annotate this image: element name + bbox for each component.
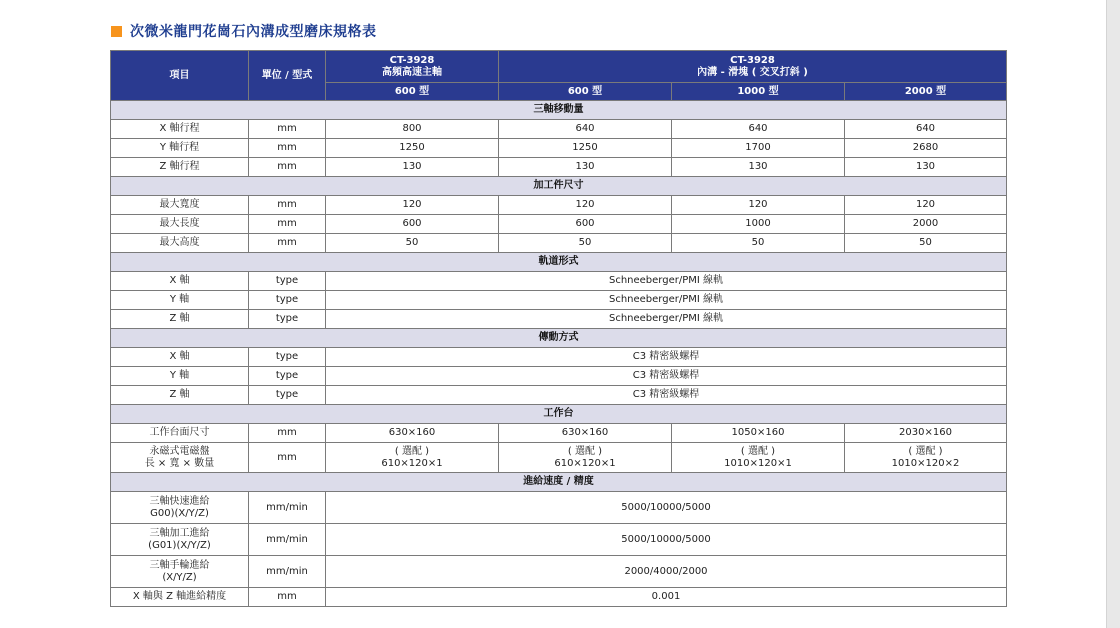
table-row	[111, 524, 1007, 556]
row-label	[111, 556, 249, 588]
row-label: 工作台面尺寸	[111, 424, 249, 443]
value-cell-merged: C3 精密級螺桿	[326, 348, 1007, 367]
row-label: Y 軸行程	[111, 139, 249, 158]
value-cell: 640	[672, 120, 845, 139]
row-unit: mm	[249, 196, 326, 215]
row-label-line: (X/Y/Z)	[162, 571, 197, 583]
value-cell: 640	[499, 120, 672, 139]
row-unit: mm	[249, 215, 326, 234]
header-item: 項目	[111, 51, 249, 101]
row-unit: type	[249, 310, 326, 329]
row-label: Y 軸	[111, 291, 249, 310]
row-label: X 軸	[111, 348, 249, 367]
option-note: ( 選配 )	[567, 445, 603, 457]
value-cell: 630×160	[499, 424, 672, 443]
value-cell	[499, 443, 672, 473]
table-row	[111, 386, 1007, 405]
table-row	[111, 234, 1007, 253]
table-row	[111, 588, 1007, 607]
row-unit: type	[249, 348, 326, 367]
section-header: 傳動方式	[111, 329, 1007, 348]
row-unit: mm	[249, 234, 326, 253]
row-unit: mm	[249, 120, 326, 139]
page-edge-margin	[1106, 0, 1120, 628]
row-label-line: 永磁式電磁盤	[149, 445, 210, 457]
value-cell-merged: C3 精密級螺桿	[326, 386, 1007, 405]
page-title: 次微米龍門花崗石內溝成型磨床規格表	[130, 24, 377, 40]
table-row	[111, 291, 1007, 310]
row-unit: mm/min	[249, 492, 326, 524]
table-row	[111, 139, 1007, 158]
option-size: 610×120×1	[554, 457, 616, 469]
section-header: 軌道形式	[111, 253, 1007, 272]
header-model-a	[326, 51, 499, 83]
value-cell	[845, 443, 1007, 473]
option-note: ( 選配 )	[908, 445, 943, 457]
model-b-subtitle: 內溝 - 滑塊 ( 交叉打斜 )	[697, 66, 808, 78]
option-size: 610×120×1	[381, 457, 443, 469]
row-unit: mm	[249, 588, 326, 607]
value-cell	[672, 443, 845, 473]
row-label: X 軸與 Z 軸進給精度	[111, 588, 249, 607]
table-row	[111, 272, 1007, 291]
value-cell: 600	[499, 215, 672, 234]
header-model-b	[499, 51, 1007, 83]
row-label-line: 三軸快速進給	[149, 495, 210, 507]
header-unit: 單位 / 型式	[249, 51, 326, 101]
option-size: 1010×120×1	[724, 457, 792, 469]
row-unit: mm/min	[249, 524, 326, 556]
value-cell: 120	[845, 196, 1007, 215]
value-cell: 50	[499, 234, 672, 253]
row-unit: mm	[249, 424, 326, 443]
value-cell: 1250	[326, 139, 499, 158]
value-cell: 2000	[845, 215, 1007, 234]
value-cell: 130	[499, 158, 672, 177]
row-label: Y 軸	[111, 367, 249, 386]
table-row	[111, 367, 1007, 386]
title-marker-square	[111, 26, 122, 37]
header-size: 1000 型	[672, 83, 845, 101]
row-label	[111, 443, 249, 473]
row-label	[111, 492, 249, 524]
value-cell: 50	[845, 234, 1007, 253]
value-cell: 2680	[845, 139, 1007, 158]
value-cell: 130	[672, 158, 845, 177]
table-row	[111, 443, 1007, 473]
row-unit: type	[249, 386, 326, 405]
option-note: ( 選配 )	[394, 445, 430, 457]
row-label: X 軸行程	[111, 120, 249, 139]
table-row	[111, 120, 1007, 139]
option-note: ( 選配 )	[740, 445, 776, 457]
spec-table	[110, 50, 1007, 607]
row-label-line: 三軸加工進給	[149, 527, 210, 539]
title-row	[111, 21, 377, 41]
value-cell: 120	[326, 196, 499, 215]
row-label-line: 三軸手輪進給	[149, 559, 210, 571]
value-cell: 800	[326, 120, 499, 139]
value-cell-merged: 2000/4000/2000	[326, 556, 1007, 588]
value-cell	[326, 443, 499, 473]
value-cell: 2030×160	[845, 424, 1007, 443]
value-cell-merged: 0.001	[326, 588, 1007, 607]
row-unit: type	[249, 272, 326, 291]
table-row	[111, 196, 1007, 215]
row-unit: mm	[249, 158, 326, 177]
section-header: 進給速度 / 精度	[111, 473, 1007, 492]
table-row	[111, 215, 1007, 234]
value-cell: 600	[326, 215, 499, 234]
table-row	[111, 424, 1007, 443]
row-label: Z 軸	[111, 310, 249, 329]
value-cell: 1050×160	[672, 424, 845, 443]
value-cell: 120	[499, 196, 672, 215]
row-label: 最大長度	[111, 215, 249, 234]
section-header: 加工件尺寸	[111, 177, 1007, 196]
table-row	[111, 158, 1007, 177]
row-label-line: G00)(X/Y/Z)	[150, 507, 209, 519]
row-label-line: (G01)(X/Y/Z)	[148, 539, 211, 551]
section-header: 三軸移動量	[111, 101, 1007, 120]
value-cell-merged: Schneeberger/PMI 線軌	[326, 291, 1007, 310]
value-cell: 1250	[499, 139, 672, 158]
model-a-subtitle: 高頻高速主軸	[382, 66, 442, 78]
row-label: X 軸	[111, 272, 249, 291]
row-label: Z 軸	[111, 386, 249, 405]
table-row	[111, 348, 1007, 367]
row-label-line: 長 × 寬 × 數量	[144, 457, 215, 469]
value-cell-merged: Schneeberger/PMI 線軌	[326, 310, 1007, 329]
option-size: 1010×120×2	[891, 457, 960, 469]
model-b-name: CT-3928	[730, 54, 775, 66]
value-cell: 630×160	[326, 424, 499, 443]
value-cell: 130	[845, 158, 1007, 177]
model-a-name: CT-3928	[389, 54, 435, 66]
row-unit: mm	[249, 139, 326, 158]
row-label: 最大寬度	[111, 196, 249, 215]
row-label: Z 軸行程	[111, 158, 249, 177]
row-label	[111, 524, 249, 556]
table-row	[111, 492, 1007, 524]
header-size: 2000 型	[845, 83, 1007, 101]
value-cell: 50	[326, 234, 499, 253]
header-size: 600 型	[499, 83, 672, 101]
row-label: 最大高度	[111, 234, 249, 253]
value-cell-merged: C3 精密級螺桿	[326, 367, 1007, 386]
value-cell-merged: Schneeberger/PMI 線軌	[326, 272, 1007, 291]
value-cell: 1000	[672, 215, 845, 234]
value-cell-merged: 5000/10000/5000	[326, 492, 1007, 524]
value-cell: 120	[672, 196, 845, 215]
value-cell: 130	[326, 158, 499, 177]
row-unit: type	[249, 291, 326, 310]
row-unit: mm	[249, 443, 326, 473]
value-cell-merged: 5000/10000/5000	[326, 524, 1007, 556]
row-unit: mm/min	[249, 556, 326, 588]
header-size: 600 型	[326, 83, 499, 101]
row-unit: type	[249, 367, 326, 386]
section-header: 工作台	[111, 405, 1007, 424]
table-row	[111, 556, 1007, 588]
table-row	[111, 310, 1007, 329]
value-cell: 1700	[672, 139, 845, 158]
value-cell: 50	[672, 234, 845, 253]
value-cell: 640	[845, 120, 1007, 139]
